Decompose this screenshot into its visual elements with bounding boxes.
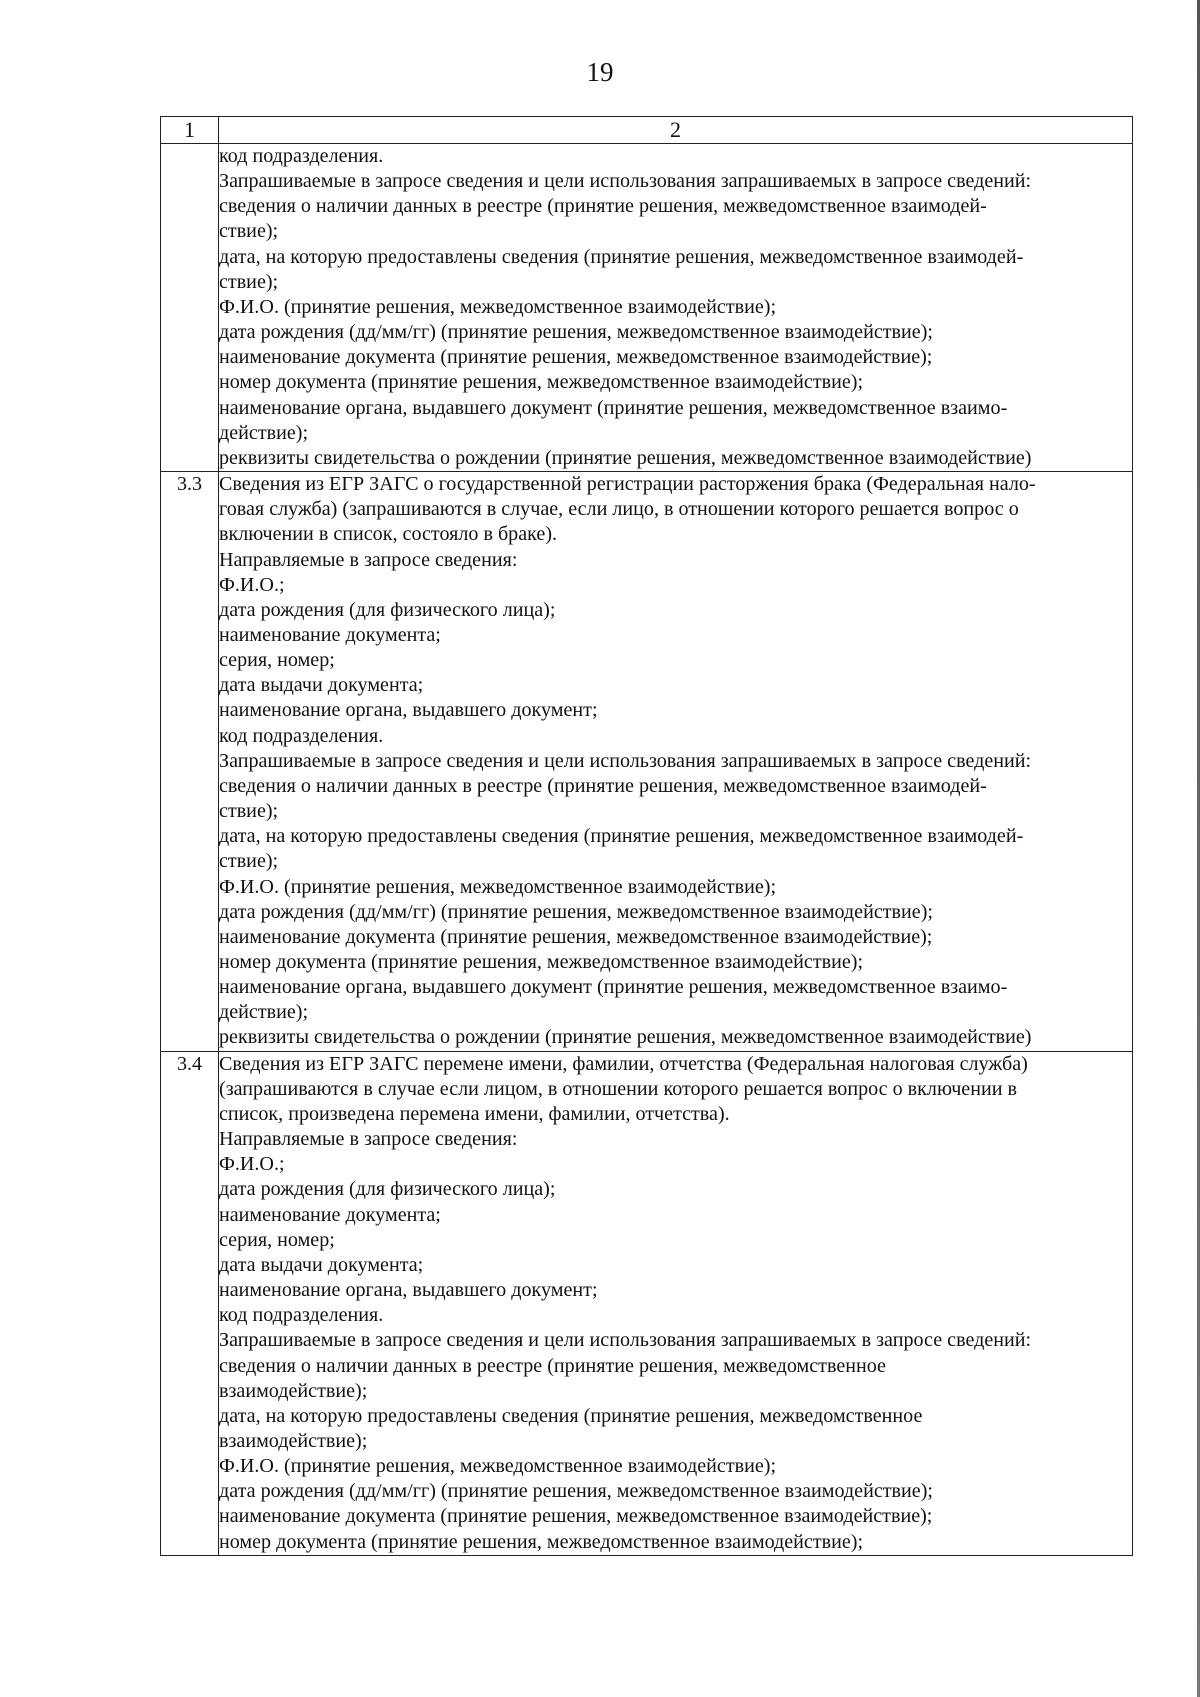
text-line: наименование органа, выдавшего документ; xyxy=(219,1279,598,1302)
text-line: дата рождения (дд/мм/гг) (принятие решения, межведомственное взаимодействие); xyxy=(219,321,933,344)
text-line: серия, номер; xyxy=(219,649,335,672)
text-line: Запрашиваемые в запросе сведения и цели использования запрашиваемых в запросе сведений: xyxy=(219,1329,1032,1352)
row-content-cell xyxy=(219,1051,1133,1555)
text-line: дата выдачи документа; xyxy=(219,1253,424,1276)
text-line: включении в список, состояло в браке). xyxy=(219,523,558,546)
row-number-cell xyxy=(161,144,219,472)
text-line: Ф.И.О.; xyxy=(219,1153,285,1176)
text-line: реквизиты свидетельства о рождении (принятие решения, межведомственное взаимодействие) xyxy=(219,446,1032,469)
text-line: взаимодействие); xyxy=(219,1429,368,1452)
text-line: наименование документа (принятие решения, межведомственное взаимодействие); xyxy=(219,346,933,369)
text-line: дата рождения (для физического лица); xyxy=(219,1178,556,1201)
text-line: ствие); xyxy=(219,850,279,873)
row-content-cell xyxy=(219,144,1133,472)
column-header-1: 1 xyxy=(161,117,219,144)
text-line: наименование документа (принятие решения, межведомственное взаимодействие); xyxy=(219,925,933,948)
text-line: наименование органа, выдавшего документ (принятие решения, межведомственное взаимо- xyxy=(219,976,1008,999)
text-line: дата рождения (для физического лица); xyxy=(219,598,556,621)
text-line: номер документа (принятие решения, межведомственное взаимодействие); xyxy=(219,371,864,394)
text-line: наименование документа (принятие решения, межведомственное взаимодействие); xyxy=(219,1505,933,1528)
text-line: Запрашиваемые в запросе сведения и цели использования запрашиваемых в запросе сведений: xyxy=(219,749,1032,772)
text-line: Ф.И.О.; xyxy=(219,573,285,596)
text-line: дата, на которую предоставлены сведения (принятие решения, межведомственное взаимодей- xyxy=(219,245,1024,268)
text-line: говая служба) (запрашиваются в случае, если лицо, в отношении которого решается вопрос о xyxy=(219,498,1019,521)
text-line: номер документа (принятие решения, межведомственное взаимодействие); xyxy=(219,1530,864,1553)
text-line: наименование органа, выдавшего документ (принятие решения, межведомственное взаимо- xyxy=(219,396,1008,419)
text-line: код подразделения. xyxy=(219,724,384,747)
table-row xyxy=(161,144,1133,472)
text-line: дата рождения (дд/мм/гг) (принятие решения, межведомственное взаимодействие); xyxy=(219,900,933,923)
text-line: Сведения из ЕГР ЗАГС о государственной регистрации расторжения брака (Федеральная нало- xyxy=(219,473,1036,496)
text-line: серия, номер; xyxy=(219,1228,335,1251)
text-line: сведения о наличии данных в реестре (принятие решения, межведомственное xyxy=(219,1354,886,1377)
text-line: сведения о наличии данных в реестре (принятие решения, межведомственное взаимодей- xyxy=(219,774,987,797)
text-line: ствие); xyxy=(219,800,279,823)
text-line: взаимодействие); xyxy=(219,1379,368,1402)
table-row xyxy=(161,472,1133,1052)
text-line: дата, на которую предоставлены сведения (принятие решения, межведомственное xyxy=(219,1404,923,1427)
text-line: код подразделения. xyxy=(219,1304,384,1327)
page-number: 19 xyxy=(586,57,614,87)
row-number-cell: 3.4 xyxy=(161,1051,219,1555)
text-line: (запрашиваются в случае если лицом, в отношении которого решается вопрос о включении в xyxy=(219,1077,1017,1100)
text-line: номер документа (принятие решения, межведомственное взаимодействие); xyxy=(219,951,864,973)
text-line: Ф.И.О. (принятие решения, межведомственное взаимодействие); xyxy=(219,295,777,318)
table-header-row xyxy=(161,117,1133,144)
text-line: Ф.И.О. (принятие решения, межведомственное взаимодействие); xyxy=(219,1455,777,1478)
text-line: Ф.И.О. (принятие решения, межведомственное взаимодействие); xyxy=(219,875,777,898)
table-row xyxy=(161,1051,1133,1555)
text-line: дата рождения (дд/мм/гг) (принятие решения, межведомственное взаимодействие); xyxy=(219,1480,933,1503)
text-line: Сведения из ЕГР ЗАГС перемене имени, фамилии, отчетства (Федеральная налоговая служба) xyxy=(219,1052,1028,1075)
text-line: список, произведена перемена имени, фамилии, отчетства). xyxy=(219,1102,730,1125)
text-line: дата выдачи документа; xyxy=(219,674,424,697)
document-table xyxy=(160,116,1133,1556)
text-line: ствие); xyxy=(219,270,279,293)
text-line: реквизиты свидетельства о рождении (принятие решения, межведомственное взаимодействие) xyxy=(219,1026,1032,1049)
text-line: Запрашиваемые в запросе сведения и цели использования запрашиваемых в запросе сведений: xyxy=(219,170,1032,193)
text-line: код подразделения. xyxy=(219,145,384,167)
text-line: Направляемые в запросе сведения: xyxy=(219,1128,518,1151)
text-line: дата, на которую предоставлены сведения (принятие решения, межведомственное взаимодей- xyxy=(219,825,1024,848)
row-content-cell xyxy=(219,472,1133,1052)
text-line: наименование органа, выдавшего документ; xyxy=(219,699,598,722)
text-line: наименование документа; xyxy=(219,1203,441,1226)
row-number-cell: 3.3 xyxy=(161,472,219,1052)
text-line: сведения о наличии данных в реестре (принятие решения, межведомственное взаимодей- xyxy=(219,195,987,218)
text-line: ствие); xyxy=(219,220,279,243)
text-line: действие); xyxy=(219,1001,309,1024)
text-line: действие); xyxy=(219,421,309,444)
column-header-2: 2 xyxy=(219,117,1133,144)
text-line: наименование документа; xyxy=(219,623,441,646)
text-line: Направляемые в запросе сведения: xyxy=(219,548,518,571)
